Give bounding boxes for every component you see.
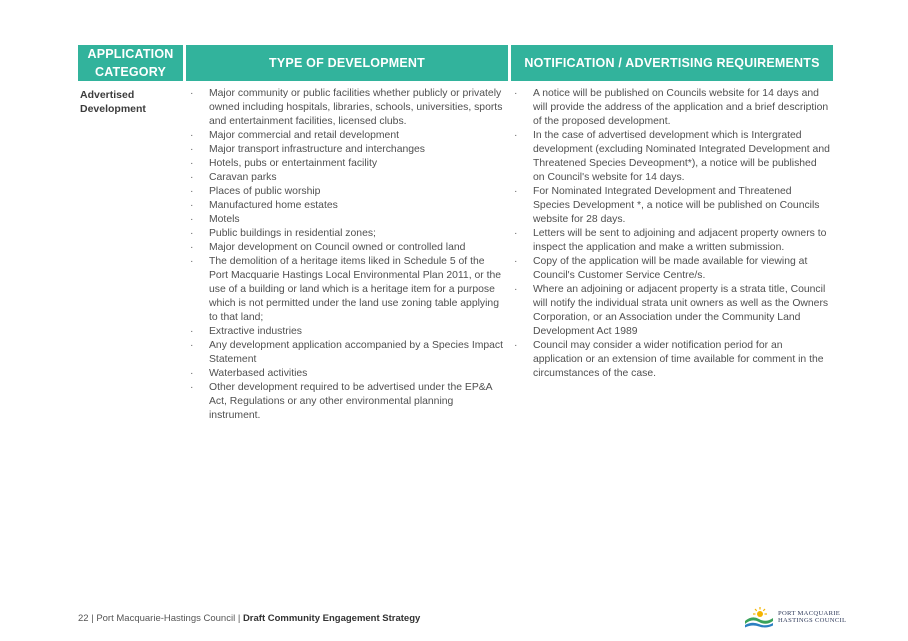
logo-line-1: PORT MACQUARIE — [778, 609, 841, 617]
notification-requirement-list — [514, 87, 830, 381]
requirement-item-text: Where an adjoining or adjacent property is a strata title, Council will notify the individual strata unit owners as well as the Owners Corporation, or an Association under the Community Land Development Act 1989 — [533, 284, 829, 337]
category-cell: Advertised Development — [80, 89, 146, 115]
bullet-marker: · — [190, 228, 194, 239]
bullet-marker: · — [190, 256, 194, 267]
page-footer — [78, 613, 420, 624]
development-type-item-text: Major community or public facilities whether publicly or privately owned including hospitals, libraries, schools, universities, sports and entertainment facilities, licensed clubs. — [209, 88, 503, 127]
requirement-item — [514, 185, 830, 227]
bullet-marker: · — [190, 158, 194, 169]
development-type-item — [190, 339, 506, 367]
bullet-marker: · — [514, 256, 518, 267]
requirement-item-text: Copy of the application will be made available for viewing at Council's Customer Service Centre/s. — [533, 256, 808, 281]
bullet-marker: · — [514, 130, 518, 141]
requirement-item — [514, 283, 830, 339]
development-type-item-text: Motels — [209, 214, 240, 225]
requirement-item — [514, 87, 830, 129]
header-application-category — [78, 45, 183, 81]
development-type-item-text: Extractive industries — [209, 326, 302, 337]
development-type-item — [190, 171, 506, 185]
development-type-item-text: Other development required to be advertised under the EP&A Act, Regulations or any other environmental planning instrument. — [209, 382, 493, 421]
requirement-item — [514, 339, 830, 381]
development-type-item-text: Hotels, pubs or entertainment facility — [209, 158, 378, 169]
bullet-marker: · — [190, 242, 194, 253]
bullet-marker: · — [514, 186, 518, 197]
development-type-item-text: Any development application accompanied by a Species Impact Statement — [209, 340, 503, 365]
development-type-item-text: Public buildings in residential zones; — [209, 228, 376, 239]
development-type-item-text: Caravan parks — [209, 172, 277, 183]
requirement-item-text: Letters will be sent to adjoining and adjacent property owners to inspect the application and make a written submission. — [533, 228, 827, 253]
bullet-marker: · — [190, 130, 194, 141]
bullet-marker: · — [514, 228, 518, 239]
requirement-item — [514, 227, 830, 255]
development-type-item — [190, 255, 506, 325]
footer-page-text: 22 | Port Macquarie-Hastings Council | — [78, 613, 241, 624]
development-type-item — [190, 367, 506, 381]
header-notification-requirements — [511, 45, 833, 81]
requirement-item-text: For Nominated Integrated Development and Threatened Species Development *, a notice will be published on Councils website for 28 days. — [533, 186, 820, 225]
bullet-marker: · — [190, 382, 194, 393]
bullet-marker: · — [190, 172, 194, 183]
bullet-marker: · — [514, 284, 518, 295]
bullet-marker: · — [190, 186, 194, 197]
bullet-marker: · — [514, 88, 518, 99]
development-type-item-text: Waterbased activities — [209, 368, 308, 379]
requirement-item-text: In the case of advertised development which is Intergrated development (excluding Nominated Integrated Development and Threatened Species Deveopment*), a notice will be published on Council's website for 14 days. — [533, 130, 830, 183]
council-logo-icon — [744, 606, 774, 628]
bullet-marker: · — [190, 144, 194, 155]
bullet-marker: · — [190, 326, 194, 337]
development-type-item-text: Manufactured home estates — [209, 200, 338, 211]
footer-document-title: Draft Community Engagement Strategy — [242, 613, 421, 624]
header-application-category-label: APPLICATION CATEGORY — [87, 47, 174, 79]
development-type-item-text: Places of public worship — [209, 186, 321, 197]
development-type-item — [190, 199, 506, 213]
development-type-item-text: Major development on Council owned or controlled land — [209, 242, 466, 253]
development-type-item — [190, 227, 506, 241]
development-type-item — [190, 241, 506, 255]
development-type-item — [190, 213, 506, 227]
development-type-item — [190, 325, 506, 339]
bullet-marker: · — [190, 214, 194, 225]
development-type-item — [190, 185, 506, 199]
header-type-of-development-label: TYPE OF DEVELOPMENT — [269, 56, 425, 70]
requirement-item-text: Council may consider a wider notification period for an application or an extension of time available for comment in the circumstances of the case. — [533, 340, 824, 379]
bullet-marker: · — [190, 88, 194, 99]
bullet-marker: · — [190, 200, 194, 211]
development-type-item-text: The demolition of a heritage items liked in Schedule 5 of the Port Macquarie Hastings Local Environmental Plan 2011, or the use of a building or land which is a heritage item for a purpose which is not permitted under the land use zoning table applying to that land; — [209, 256, 502, 323]
header-type-of-development — [186, 45, 508, 81]
bullet-marker: · — [514, 340, 518, 351]
development-type-item-text: Major commercial and retail development — [209, 130, 399, 141]
bullet-marker: · — [190, 340, 194, 351]
development-type-item — [190, 157, 506, 171]
council-logo — [744, 606, 846, 628]
logo-line-2: HASTINGS COUNCIL — [778, 617, 847, 624]
development-type-item — [190, 143, 506, 157]
requirement-item — [514, 129, 830, 185]
development-type-item — [190, 381, 506, 423]
development-type-list — [190, 87, 506, 423]
requirement-item-text: A notice will be published on Councils website for 14 days and will provide the address of the application and a brief description of the proposed development. — [533, 88, 829, 127]
development-type-item — [190, 87, 506, 129]
requirement-item — [514, 255, 830, 283]
bullet-marker: · — [190, 368, 194, 379]
development-type-item-text: Major transport infrastructure and interchanges — [209, 144, 426, 155]
development-type-item — [190, 129, 506, 143]
header-notification-requirements-label: NOTIFICATION / ADVERTISING REQUIREMENTS — [524, 56, 820, 70]
